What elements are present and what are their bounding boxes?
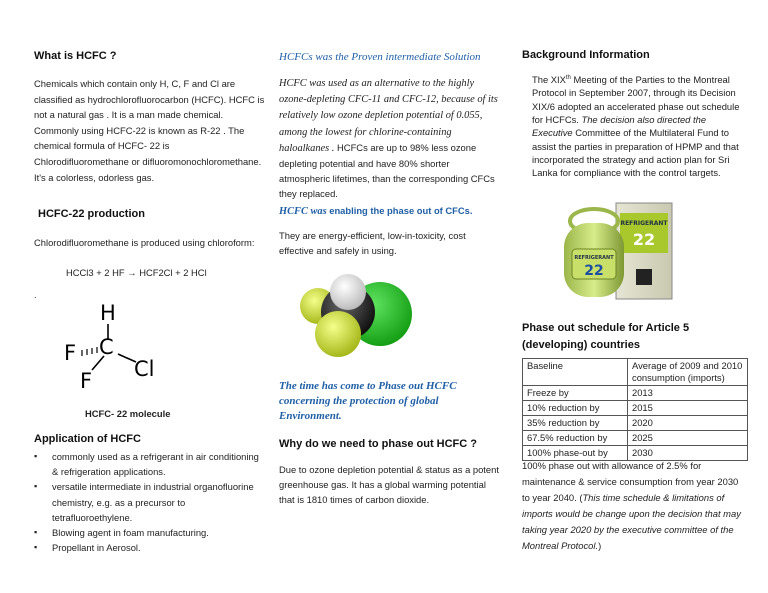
table-row bbox=[523, 431, 748, 446]
enabling-body: They are energy-efficient, low-in-toxicity, cost effective and safely in using. bbox=[279, 230, 466, 256]
what-is-hcfc-heading: What is HCFC ? bbox=[34, 50, 117, 62]
proven-italic-text: HCFC was used as an alternative to the highly ozone-depleting CFC-11 and CFC-12, because of its relatively low ozone depletion potential of 0.055, among the lowest for chlorine-containing haloalkanes . bbox=[279, 78, 498, 154]
dot-mark: . bbox=[34, 289, 37, 300]
application-heading: Application of HCFC bbox=[34, 433, 141, 445]
bg-sup: th bbox=[565, 75, 571, 81]
list-item: ▪ versatile intermediate in industrial organofluorine chemistry, e.g. as a precursor to tetrafluoroethylene. bbox=[34, 479, 264, 525]
table-cell: 67.5% reduction by bbox=[523, 431, 628, 446]
bg-italic: The decision also directed the Executive bbox=[532, 114, 707, 139]
bg-text-3: Committee of the Multilateral Fund to assist the parties in preparation of HPMP and that incorporated the strategy and action plan for Sri Lanka for compliance with the control targets. bbox=[532, 127, 739, 179]
proven-solution-body bbox=[279, 75, 501, 202]
atom-cl: Cl bbox=[134, 357, 155, 381]
list-item: ▪ commonly used as a refrigerant in air conditioning & refrigeration applications. bbox=[34, 449, 264, 479]
bg-text-1: The XIX bbox=[532, 74, 566, 86]
refrigerant-can-image bbox=[558, 199, 676, 303]
schedule-note bbox=[522, 458, 748, 554]
atom-h: H bbox=[100, 301, 116, 325]
atom-f2: F bbox=[80, 369, 93, 393]
molecule-svg bbox=[298, 270, 418, 360]
molecule-3d-image bbox=[298, 270, 418, 360]
list-item: ▪ Blowing agent in foam manufacturing. bbox=[34, 525, 264, 540]
production-body: Chlorodifluoromethane is produced using chloroform: bbox=[34, 237, 255, 248]
production-heading: HCFC-22 production bbox=[38, 208, 145, 220]
reaction-equation: HCCl3 + 2 HF → HCF2Cl + 2 HCl bbox=[66, 267, 207, 278]
table-row bbox=[523, 359, 748, 386]
schedule-heading: Phase out schedule for Article 5 (developing) countries bbox=[522, 322, 690, 351]
background-body bbox=[532, 72, 746, 180]
fluorine-atom-front bbox=[315, 311, 361, 357]
bg-text-2: Meeting of the Parties to the Montreal Protocol in September 2007, through its Decision XIX/6 adopted an accelerated phase out schedule for HCFCs. bbox=[532, 74, 740, 126]
hcfc22-structure-diagram bbox=[60, 298, 170, 398]
note-plain: 100% phase out with allowance of 2.5% for maintenance & service consumption from year 2030 to year 2040. ( bbox=[522, 460, 739, 503]
table-cell: 2030 bbox=[628, 446, 748, 461]
table-row bbox=[523, 401, 748, 416]
enabling-italic: HCFC was bbox=[279, 206, 327, 217]
table-cell: Baseline bbox=[523, 359, 628, 386]
box-number-text: 22 bbox=[632, 230, 656, 249]
box-brand-text: REFRIGERANT bbox=[620, 220, 668, 227]
phase-out-table bbox=[522, 358, 748, 461]
why-phase-out-heading: Why do we need to phase out HCFC ? bbox=[279, 438, 477, 450]
atom-f1: F bbox=[64, 341, 77, 365]
enabling-heading bbox=[279, 203, 501, 219]
proven-solution-heading: HCFCs was the Proven intermediate Solution bbox=[279, 51, 481, 63]
time-has-come-text: The time has come to Phase out HCFC concerning the protection of global Environment. bbox=[279, 380, 457, 422]
enabling-plain: enabling the phase out of CFCs. bbox=[326, 205, 473, 216]
proven-plain-text: HCFCs are up to 98% less ozone depleting potential and have 80% shorter atmospheric lifetimes, than the corresponding CFCs they replaced. bbox=[279, 141, 495, 200]
atom-c: C bbox=[99, 335, 114, 359]
table-cell: 2013 bbox=[628, 386, 748, 401]
box-square bbox=[636, 269, 652, 285]
table-cell: 2020 bbox=[628, 416, 748, 431]
hashed-bond-f1 bbox=[82, 347, 97, 356]
molecule-caption: HCFC- 22 molecule bbox=[85, 408, 171, 419]
why-phase-out-body: Due to ozone depletion potential & status as a potent greenhouse gas. It has a global warming potential that is 1810 times of carbon dioxide. bbox=[279, 464, 499, 505]
note-italic: This time schedule & limitations of imports would be change upon the decision that may taking year 2020 by the executive committee of the Montreal Protocol. bbox=[522, 492, 741, 551]
what-is-hcfc-body: Chemicals which contain only H, C, F and Cl are classified as hydrochlorofluorocarbon (HCFC). HCFC is not a natural gas . It is a man made chemical. Commonly using HCFC-22 is known as R-22 . The chemical formula of HCFC- 22 is Chlorodifluoromethane or difluoromonochloromethane. It's a colorless, odorless gas. bbox=[34, 78, 265, 183]
table-cell: 10% reduction by bbox=[523, 401, 628, 416]
cylinder-brand-text: REFRIGERANT bbox=[574, 255, 614, 261]
table-row bbox=[523, 416, 748, 431]
background-heading: Background Information bbox=[522, 49, 650, 61]
can-svg bbox=[558, 199, 676, 303]
table-cell: 35% reduction by bbox=[523, 416, 628, 431]
list-item: ▪ Propellant in Aerosol. bbox=[34, 540, 264, 555]
table-cell: 2025 bbox=[628, 431, 748, 446]
structure-svg bbox=[60, 298, 170, 398]
application-list bbox=[34, 449, 264, 555]
note-end: ) bbox=[598, 540, 602, 551]
cylinder-number-text: 22 bbox=[584, 263, 604, 279]
hydrogen-atom bbox=[330, 274, 366, 310]
table-cell: 100% phase-out by bbox=[523, 446, 628, 461]
table-row bbox=[523, 386, 748, 401]
table-cell: 2015 bbox=[628, 401, 748, 416]
table-cell: Freeze by bbox=[523, 386, 628, 401]
table-cell: Average of 2009 and 2010 consumption (imports) bbox=[628, 359, 748, 386]
